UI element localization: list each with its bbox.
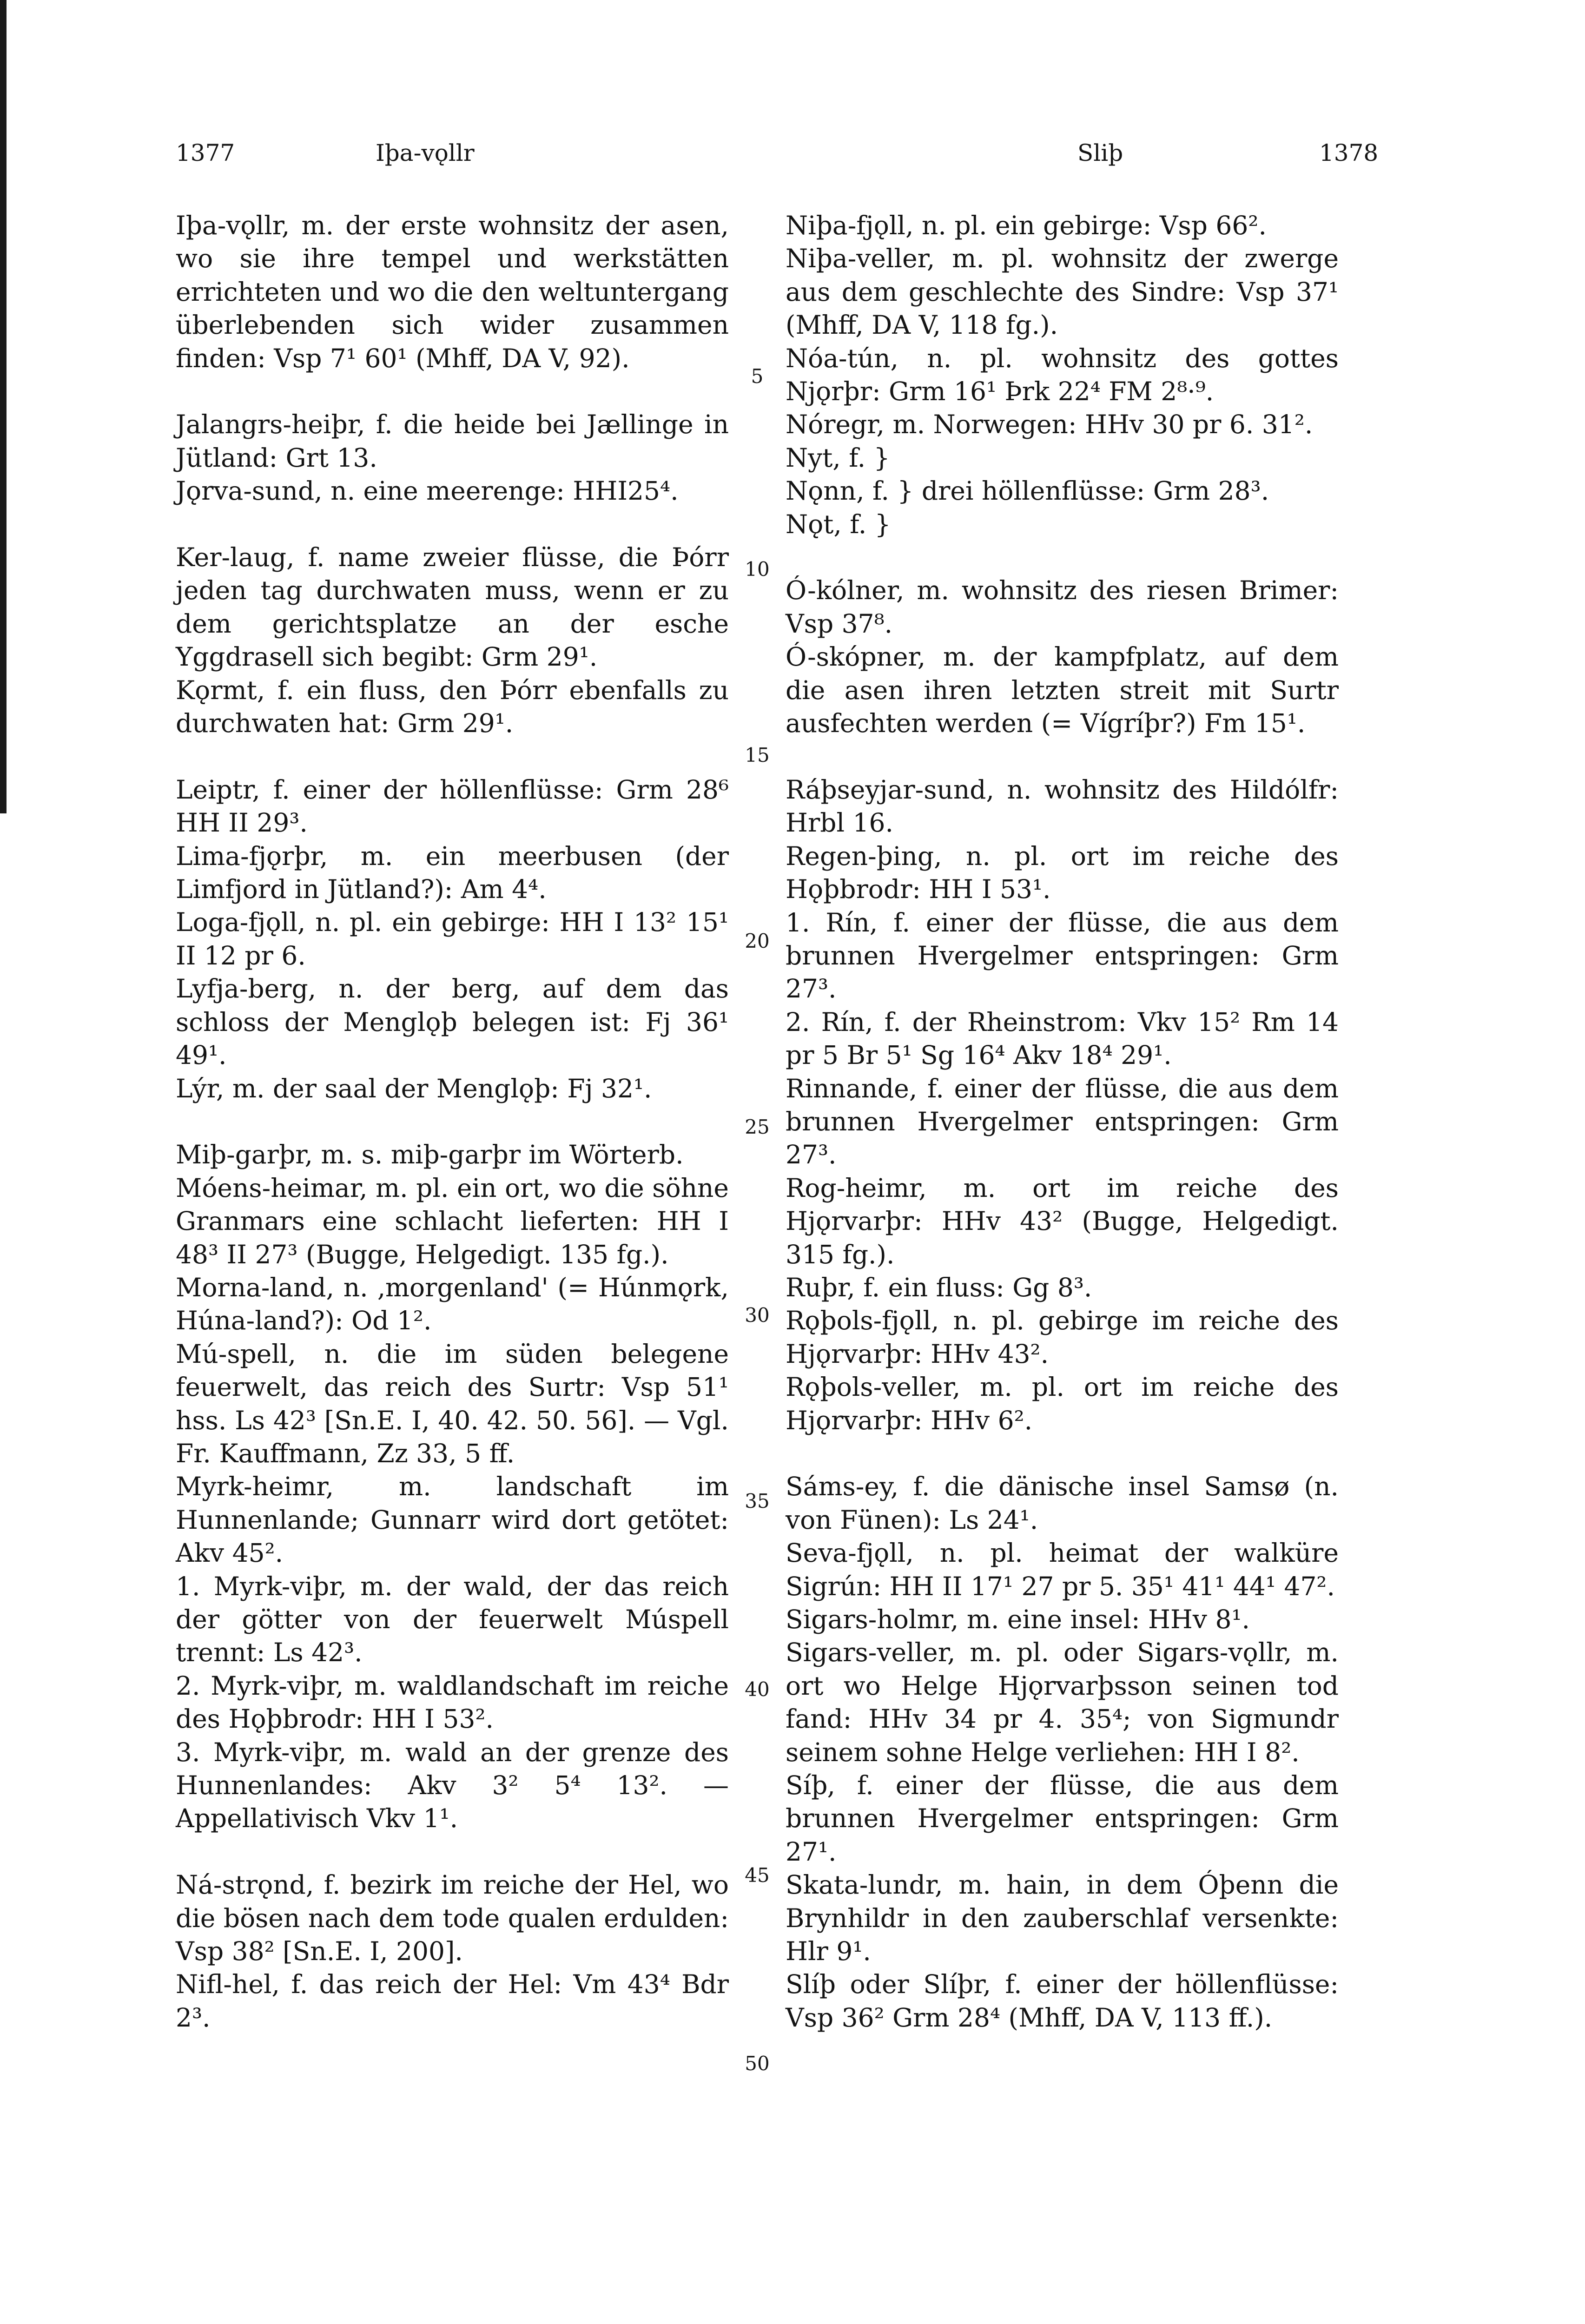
entry-skata-lundr: Skata-lundr, m. hain, in dem Óþenn die Brynhildr in den zauberschlaf versenkte: Hlr 9¹.	[786, 1870, 1339, 1967]
left-column	[176, 209, 729, 2034]
line-number: 20	[745, 930, 770, 952]
line-number: 15	[745, 744, 770, 766]
entry-lyr: Lýr, m. der saal der Menglǫþ: Fj 32¹.	[176, 1073, 652, 1103]
entry-regen-ding: Regen-þing, n. pl. ort im reiche des Hǫþbrodr: HH I 53¹.	[786, 841, 1339, 905]
line-number: 10	[745, 558, 770, 581]
entry-rudr: Ruþr, f. ein fluss: Gg 8³.	[786, 1272, 1092, 1302]
line-number: 5	[751, 365, 764, 388]
entry-nonn: Nǫnn, f. } drei höllenflüsse: Grm 28³.	[786, 476, 1269, 506]
entry-lima-fjordr: Lima-fjǫrþr, m. ein meerbusen (der Limfjord in Jütland?): Am 4⁴.	[176, 841, 729, 905]
entry-nyt: Nyt, f. }	[786, 442, 890, 473]
entry-o-kolner: Ó-kólner, m. wohnsitz des riesen Brimer: Vsp 37⁸.	[786, 575, 1339, 639]
entry-mu-spell: Mú-spell, n. die im süden belegene feuerwelt, das reich des Surtr: Vsp 51¹ hss. Ls 42³ [Sn.E. I, 40. 42. 50. 56]. — Vgl. Fr. Kauffmann, Zz 33, 5 ff.	[176, 1339, 729, 1468]
line-number: 25	[745, 1116, 770, 1138]
line-number: 45	[745, 1864, 770, 1887]
entry-lyfja-berg: Lyfja-berg, n. der berg, auf dem das schloss der Menglǫþ belegen ist: Fj 36¹ 49¹.	[176, 974, 729, 1070]
entry-myrk-vidr-2: 2. Myrk-viþr, m. waldlandschaft im reiche des Hǫþbrodr: HH I 53².	[176, 1670, 729, 1734]
entry-rin-1: 1. Rín, f. einer der flüsse, die aus dem brunnen Hvergelmer entspringen: Grm 27³.	[786, 907, 1339, 1004]
entry-rin-2: 2. Rín, f. der Rheinstrom: Vkv 15² Rm 14 pr 5 Br 5¹ Sg 16⁴ Akv 18⁴ 29¹.	[786, 1007, 1339, 1070]
entry-rodols-fjoll: Rǫþols-fjǫll, n. pl. gebirge im reiche des Hjǫrvarþr: HHv 43².	[786, 1306, 1339, 1369]
entry-mid-gardr: Miþ-garþr, m. s. miþ-garþr im Wörterb.	[176, 1140, 684, 1170]
entry-seva-fjoll: Seva-fjǫll, n. pl. heimat der walküre Sigrún: HH II 17¹ 27 pr 5. 35¹ 41¹ 44¹ 47².	[786, 1538, 1339, 1601]
right-page-number: 1378	[1319, 139, 1379, 166]
entry-rodols-veller: Rǫþols-veller, m. pl. ort im reiche des Hjǫrvarþr: HHv 6².	[786, 1372, 1339, 1435]
entry-noa-tun: Nóa-tún, n. pl. wohnsitz des gottes Njǫrþr: Grm 16¹ Þrk 22⁴ FM 2⁸·⁹.	[786, 343, 1339, 407]
entry-loga-fjoll: Loga-fjǫll, n. pl. ein gebirge: HH I 13² 15¹ II 12 pr 6.	[176, 907, 729, 971]
line-number: 30	[745, 1304, 770, 1327]
right-column	[786, 209, 1339, 2034]
entry-myrk-heimr: Myrk-heimr, m. landschaft im Hunnenlande; Gunnarr wird dort getötet: Akv 45².	[176, 1472, 729, 1568]
entry-sigars-holmr: Sigars-holmr, m. eine insel: HHv 8¹.	[786, 1604, 1250, 1635]
right-running-head: Sliþ	[1077, 139, 1123, 166]
entry-noregr: Nóregr, m. Norwegen: HHv 30 pr 6. 31².	[786, 409, 1313, 440]
entry-nida-veller: Niþa-veller, m. pl. wohnsitz der zwerge aus dem geschlechte des Sindre: Vsp 37¹ (Mhff, DA V, 118 fg.).	[786, 244, 1339, 340]
entry-moens-heimar: Móens-heimar, m. pl. ein ort, wo die söhne Granmars eine schlacht lieferten: HH I 48³ II 27³ (Bugge, Helgedigt. 135 fg.).	[176, 1173, 729, 1269]
left-running-head: Iþa-vǫllr	[376, 139, 475, 166]
entry-sid: Síþ, f. einer der flüsse, die aus dem brunnen Hvergelmer entspringen: Grm 27¹.	[786, 1770, 1339, 1867]
scan-edge-mark	[0, 674, 4, 711]
entry-rog-heimr: Rog-heimr, m. ort im reiche des Hjǫrvarþr: HHv 43² (Bugge, Helgedigt. 315 fg.).	[786, 1173, 1339, 1269]
entry-kormt: Kǫrmt, f. ein fluss, den Þórr ebenfalls zu durchwaten hat: Grm 29¹.	[176, 675, 729, 739]
entry-ida-vollr: Iþa-vǫllr, m. der erste wohnsitz der asen, wo sie ihre tempel und werkstätten errichteten und wo die den weltuntergang überlebenden sich wider zusammen finden: Vsp 7¹ 60¹ (Mhff, DA V, 92).	[176, 211, 729, 373]
entry-jalangrs-heidr: Jalangrs-heiþr, f. die heide bei Jællinge in Jütland: Grt 13.	[176, 409, 729, 473]
line-number: 40	[745, 1678, 770, 1701]
entry-sigars-veller: Sigars-veller, m. pl. oder Sigars-vǫllr, m. ort wo Helge Hjǫrvarþsson seinen tod fand: HHv 34 pr 4. 35⁴; von Sigmundr seinem sohne Helge verliehen: HH I 8².	[786, 1637, 1339, 1767]
entry-nifl-hel: Nifl-hel, f. das reich der Hel: Vm 43⁴ Bdr 2³.	[176, 1969, 729, 2033]
entry-slid: Slíþ oder Slíþr, f. einer der höllenflüsse: Vsp 36² Grm 28⁴ (Mhff, DA V, 113 ff.).	[786, 1969, 1339, 2033]
entry-leiptr: Leiptr, f. einer der höllenflüsse: Grm 28⁶ HH II 29³.	[176, 774, 729, 838]
entry-myrk-vidr-1: 1. Myrk-viþr, m. der wald, der das reich der götter von der feuerwelt Múspell trennt: Ls 42³.	[176, 1571, 729, 1668]
line-number: 35	[745, 1490, 770, 1512]
left-page-number: 1377	[176, 139, 235, 166]
entry-radseyjar-sund: Ráþseyjar-sund, n. wohnsitz des Hildólfr: Hrbl 16.	[786, 774, 1339, 838]
entry-myrk-vidr-3: 3. Myrk-viþr, m. wald an der grenze des Hunnenlandes: Akv 3² 5⁴ 13². — Appellativisch Vkv 1¹.	[176, 1737, 729, 1834]
entry-jorva-sund: Jǫrva-sund, n. eine meerenge: HHI25⁴.	[176, 476, 679, 506]
entry-morna-land: Morna-land, n. ‚morgenland' (= Húnmǫrk, Húna-land?): Od 1².	[176, 1272, 729, 1336]
entry-rinnande: Rinnande, f. einer der flüsse, die aus dem brunnen Hvergelmer entspringen: Grm 27³.	[786, 1073, 1339, 1170]
entry-sams-ey: Sáms-ey, f. die dänische insel Samsø (n. von Fünen): Ls 24¹.	[786, 1472, 1339, 1535]
entry-o-skopner: Ó-skópner, m. der kampfplatz, auf dem die asen ihren letzten streit mit Surtr ausfechten werden (= Vígríþr?) Fm 15¹.	[786, 642, 1339, 739]
entry-not: Nǫt, f. }	[786, 509, 891, 539]
entry-na-strond: Ná-strǫnd, f. bezirk im reiche der Hel, wo die bösen nach dem tode qualen erdulden: Vsp 38² [Sn.E. I, 200].	[176, 1870, 729, 1967]
entry-nida-fjoll: Niþa-fjǫll, n. pl. ein gebirge: Vsp 66².	[786, 211, 1267, 240]
line-number: 50	[745, 2052, 770, 2075]
entry-ker-laug: Ker-laug, f. name zweier flüsse, die Þórr jeden tag durchwaten muss, wenn er zu dem gerichtsplatze an der esche Yggdrasell sich begibt: Grm 29¹.	[176, 542, 729, 672]
